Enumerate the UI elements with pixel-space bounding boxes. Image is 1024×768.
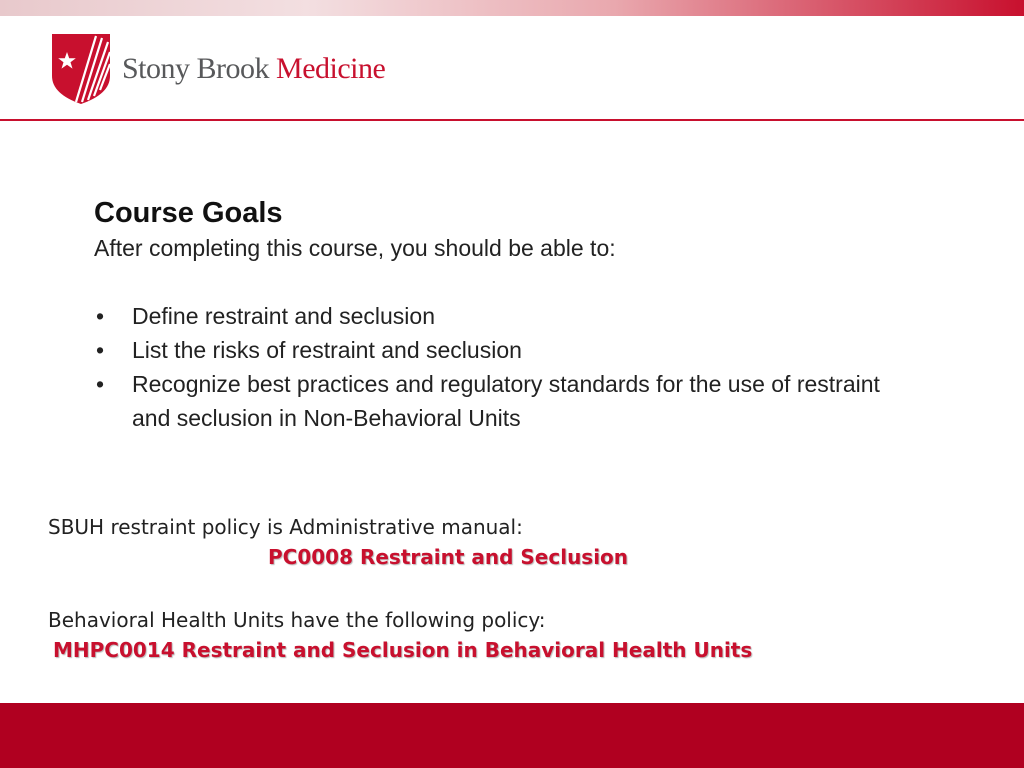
sbuh-policy-label: SBUH restraint policy is Administrative manual:	[48, 515, 523, 539]
goal-bullet: • Recognize best practices and regulatory standards for the use of restraint and seclusion in Non-Behavioral Units	[94, 367, 914, 435]
course-goals-list	[94, 299, 914, 435]
course-goals-title: Course Goals	[94, 197, 283, 229]
top-accent-band	[0, 0, 1024, 16]
header-divider	[0, 119, 1024, 121]
footer-bar	[0, 703, 1024, 768]
logo-wordmark	[122, 52, 385, 86]
wordmark-stony-brook: Stony Brook	[122, 52, 270, 85]
pc0008-policy-link[interactable]: PC0008 Restraint and Seclusion	[268, 545, 629, 569]
mhpc0014-policy-link[interactable]: MHPC0014 Restraint and Seclusion in Behavioral Health Units	[53, 638, 753, 662]
goal-bullet: • Define restraint and seclusion	[94, 299, 914, 333]
wordmark-medicine: Medicine	[276, 52, 386, 85]
course-goals-section	[94, 195, 914, 435]
stony-brook-medicine-logo	[50, 32, 385, 106]
behavioral-policy-label: Behavioral Health Units have the following policy:	[48, 608, 546, 632]
course-goals-intro: After completing this course, you should be able to:	[94, 235, 616, 261]
behavioral-health-policy-block	[48, 605, 988, 665]
sbuh-policy-block	[48, 512, 988, 572]
shield-star-icon	[50, 32, 112, 106]
goal-bullet: • List the risks of restraint and seclusion	[94, 333, 914, 367]
